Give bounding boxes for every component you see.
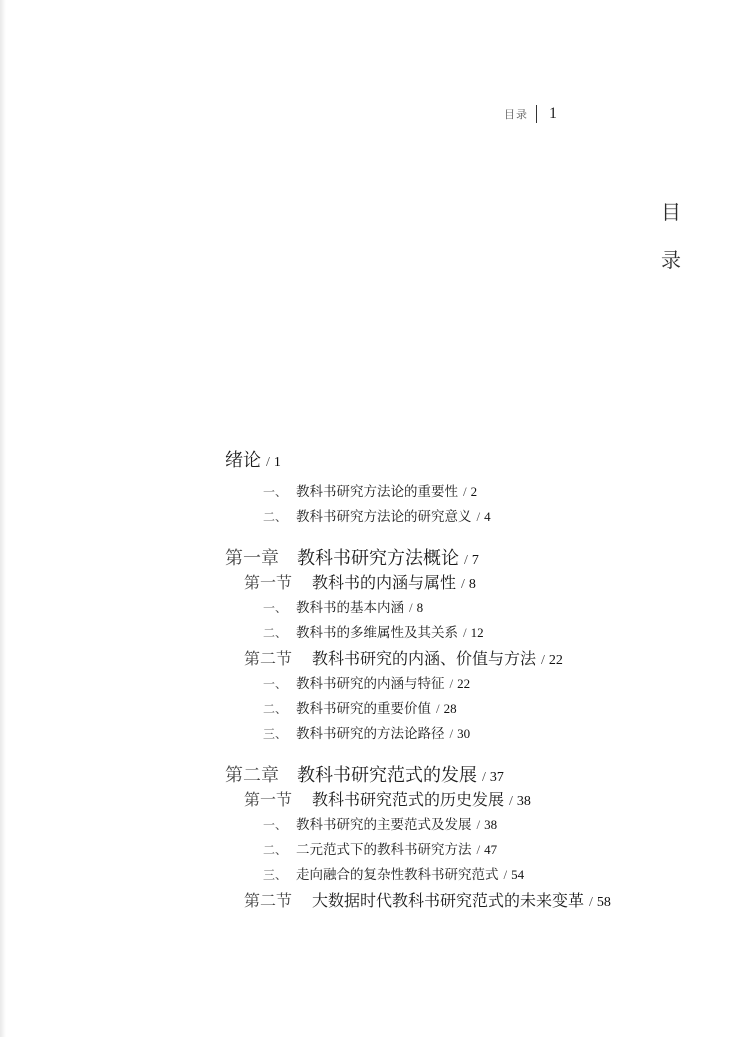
toc-page-number: 47 <box>484 842 498 857</box>
toc-page-number: 30 <box>457 726 471 741</box>
header-divider <box>536 105 537 123</box>
vertical-title-char: 录 <box>661 248 681 272</box>
toc-separator: / <box>449 676 454 691</box>
vertical-title-char: 目 <box>661 200 681 224</box>
toc-page-number: 8 <box>416 600 424 615</box>
toc-entry-subsection[interactable] <box>225 863 695 888</box>
toc-separator: / <box>503 867 508 882</box>
toc-entry-title: 教科书的多维属性及其关系 <box>296 625 458 641</box>
table-of-contents <box>225 446 695 914</box>
toc-separator: / <box>464 553 468 568</box>
toc-entry-title: 教科书研究的内涵与特征 <box>296 676 445 692</box>
toc-entry-title: 教科书研究的重要价值 <box>296 701 431 717</box>
toc-entry-section[interactable] <box>225 646 695 672</box>
running-header-label: 目录 <box>504 108 528 121</box>
toc-separator: / <box>541 653 545 668</box>
vertical-title <box>658 197 684 293</box>
toc-page-number: 4 <box>484 509 491 524</box>
toc-page-number: 38 <box>516 794 531 809</box>
running-header <box>504 103 557 125</box>
toc-entry-title: 二元范式下的教科书研究方法 <box>296 842 472 858</box>
toc-entry-number: 第一节 <box>244 790 293 809</box>
toc-separator: / <box>449 726 454 741</box>
toc-page-number: 1 <box>273 455 281 470</box>
toc-separator: / <box>476 817 481 832</box>
toc-entry-subsection[interactable] <box>225 672 695 697</box>
toc-page-number: 8 <box>468 577 476 592</box>
toc-entry-number: 第二节 <box>244 649 293 668</box>
toc-entry-title: 教科书研究方法论的研究意义 <box>296 509 472 525</box>
toc-entry-title: 教科书研究方法论的重要性 <box>296 484 458 500</box>
toc-entry-number: 一、 <box>263 601 288 615</box>
page-number: 1 <box>549 105 557 122</box>
toc-entry-subsection[interactable] <box>225 505 695 530</box>
toc-entry-number: 第二章 <box>225 765 279 786</box>
toc-page-number: 2 <box>470 484 478 499</box>
toc-entry-number: 三、 <box>263 727 288 741</box>
toc-page-number: 12 <box>470 625 484 640</box>
toc-entry-title: 教科书研究范式的历史发展 <box>312 790 505 809</box>
toc-separator: / <box>482 770 486 785</box>
toc-separator: / <box>461 577 465 592</box>
toc-entry-number: 一、 <box>263 485 288 499</box>
toc-entry-subsection[interactable] <box>225 838 695 863</box>
toc-page-number: 22 <box>548 653 563 668</box>
toc-entry-intro[interactable] <box>225 446 695 472</box>
toc-separator: / <box>589 895 593 910</box>
toc-separator: / <box>436 701 440 716</box>
toc-entry-title: 教科书研究的方法论路径 <box>296 726 445 742</box>
toc-entry-number: 一、 <box>263 677 288 691</box>
toc-page-number: 22 <box>457 676 471 691</box>
toc-entry-number: 一、 <box>263 818 288 832</box>
toc-separator: / <box>409 600 413 615</box>
toc-page-number: 58 <box>596 895 611 910</box>
toc-separator: / <box>476 842 481 857</box>
toc-entry-number: 第一章 <box>225 548 279 569</box>
toc-page-number: 7 <box>471 553 479 568</box>
toc-entry-title: 大数据时代教科书研究范式的未来变革 <box>312 891 585 910</box>
toc-entry-subsection[interactable] <box>225 697 695 722</box>
toc-entry-title: 教科书研究的内涵、价值与方法 <box>312 649 537 668</box>
toc-entry-subsection[interactable] <box>225 722 695 747</box>
toc-entry-chapter[interactable] <box>225 761 695 787</box>
toc-separator: / <box>266 455 270 470</box>
toc-entry-title: 教科书研究方法概论 <box>297 548 459 569</box>
toc-entry-chapter[interactable] <box>225 544 695 570</box>
toc-entry-subsection[interactable] <box>225 596 695 621</box>
toc-entry-number: 二、 <box>263 626 288 640</box>
toc-entry-number: 二、 <box>263 510 288 524</box>
toc-page-number: 54 <box>511 867 525 882</box>
toc-entry-section[interactable] <box>225 787 695 813</box>
toc-entry-title: 绪论 <box>225 450 261 471</box>
toc-entry-title: 教科书的基本内涵 <box>296 600 404 616</box>
page-edge <box>0 0 6 1037</box>
toc-entry-subsection[interactable] <box>225 813 695 838</box>
toc-page-number: 37 <box>489 770 504 785</box>
toc-entry-title: 教科书研究范式的发展 <box>297 765 477 786</box>
toc-entry-section[interactable] <box>225 888 695 914</box>
toc-entry-subsection[interactable] <box>225 621 695 646</box>
toc-entry-number: 第二节 <box>244 891 293 910</box>
toc-separator: / <box>463 484 467 499</box>
toc-separator: / <box>476 509 481 524</box>
toc-page-number: 28 <box>443 701 457 716</box>
toc-entry-title: 教科书研究的主要范式及发展 <box>296 817 472 833</box>
toc-entry-number: 第一节 <box>244 573 293 592</box>
toc-entry-title: 走向融合的复杂性教科书研究范式 <box>296 867 499 883</box>
toc-entry-number: 二、 <box>263 843 288 857</box>
toc-page-number: 38 <box>484 817 498 832</box>
toc-separator: / <box>463 625 467 640</box>
toc-separator: / <box>509 794 513 809</box>
toc-entry-subsection[interactable] <box>225 480 695 505</box>
toc-entry-number: 三、 <box>263 868 288 882</box>
toc-entry-title: 教科书的内涵与属性 <box>312 573 457 592</box>
toc-entry-number: 二、 <box>263 702 288 716</box>
toc-entry-section[interactable] <box>225 570 695 596</box>
